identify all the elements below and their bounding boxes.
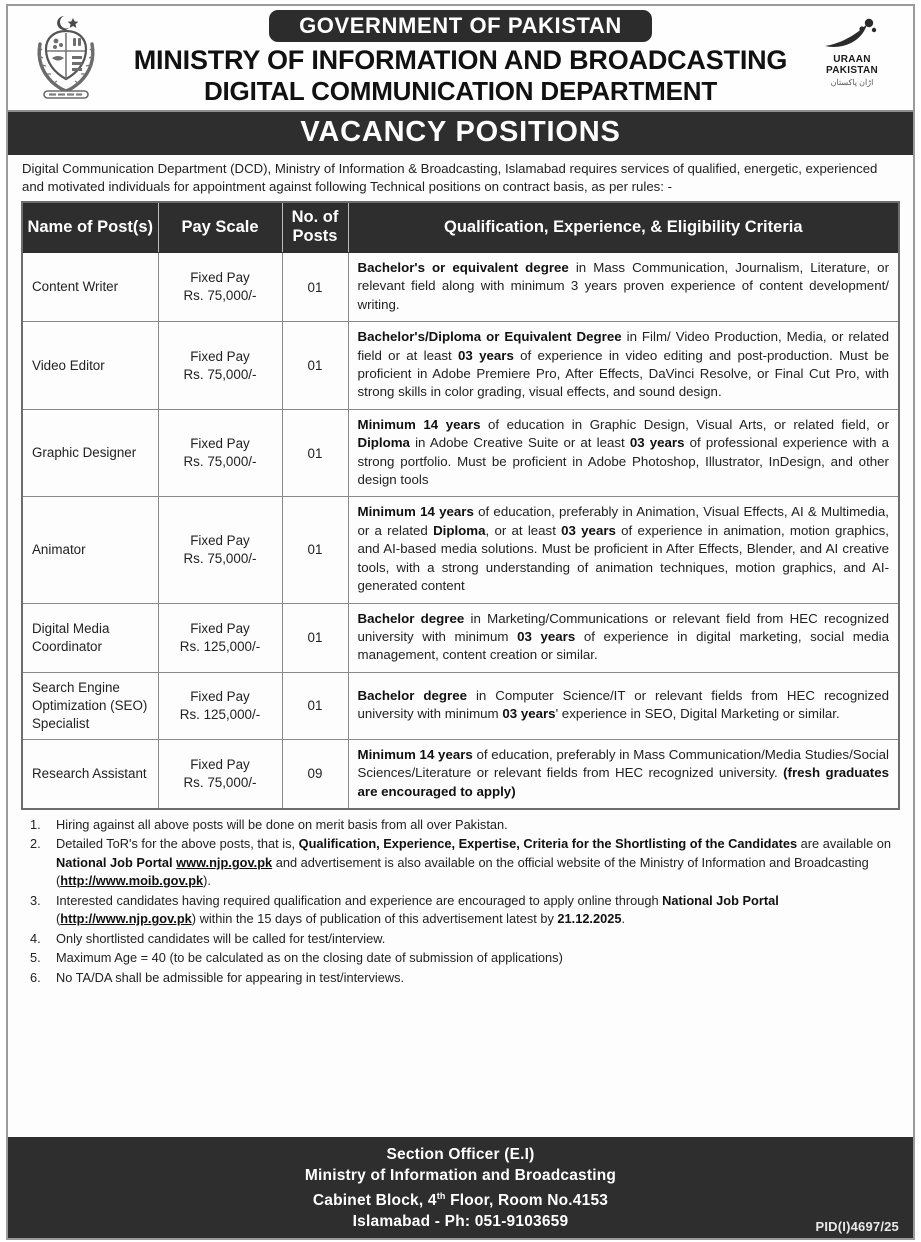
note-text: No TA/DA shall be admissible for appearing in test/interviews.	[56, 969, 405, 985]
criteria-lead-bold: Minimum 14 years	[357, 746, 473, 762]
criteria-lead-bold: Bachelor degree	[357, 687, 467, 703]
criteria-lead-bold: Bachelor degree	[357, 610, 465, 626]
cell-post-name: Content Writer	[22, 253, 158, 322]
cell-post-name: Video Editor	[22, 322, 158, 410]
footer-floor-ordinal: th	[436, 1190, 446, 1201]
pay-line-amount: Rs. 75,000/-	[183, 550, 257, 566]
cell-post-name: Search Engine Optimization (SEO) Specialist	[22, 672, 158, 739]
uraan-name	[809, 54, 895, 76]
footer-city-phone: Islamabad - Ph: 051-9103659	[352, 1213, 569, 1230]
note-link[interactable]: http://www.moib.gov.pk	[60, 873, 204, 889]
footer-contact-block	[8, 1137, 913, 1238]
criteria-emphasis: Diploma	[357, 435, 410, 451]
table-header-row	[22, 202, 899, 253]
footer-ministry: Ministry of Information and Broadcasting	[304, 1166, 617, 1184]
note-number: 2.	[30, 836, 41, 852]
pay-line-fixed: Fixed Pay	[190, 348, 250, 364]
header-cell-pay: Pay Scale	[158, 202, 282, 253]
pay-line-fixed: Fixed Pay	[190, 756, 250, 772]
cell-post-name: Animator	[22, 497, 158, 603]
criteria-emphasis: 03 years	[629, 435, 685, 451]
uraan-bird-icon	[809, 18, 895, 52]
criteria-emphasis: 03 years	[561, 522, 616, 538]
cell-number-of-posts: 01	[282, 672, 348, 739]
note-link[interactable]: www.njp.gov.pk	[176, 854, 273, 870]
cell-criteria: Bachelor's/Diploma or Equivalent Degree in Film/ Video Production, Media, or related field or at least 03 years of experience in video editing and post-production. Must be proficient in Adobe Premiere Pro, After Effects, DaVinci Resolve, or Final Cut Pro, with strong skills in color grading, visual effects, and sound design.	[348, 322, 899, 410]
cell-criteria: Bachelor's or equivalent degree in Mass Communication, Journalism, Literature, or relevant field along with minimum 3 years proven experience of content development/ writing.	[348, 253, 899, 322]
header-cell-posts: No. of Posts	[282, 202, 348, 253]
pid-number: PID(I)4697/25	[815, 1219, 899, 1234]
cell-post-name: Digital Media Coordinator	[22, 603, 158, 672]
note-item	[22, 969, 899, 988]
cell-criteria: Bachelor degree in Marketing/Communications or relevant field from HEC recognized university with minimum 03 years of experience in digital marketing, social media management, content creation or similar.	[348, 603, 899, 672]
uraan-name-line2: PAKISTAN	[825, 65, 879, 76]
vacancy-table-body	[22, 253, 899, 809]
header-titles	[116, 6, 806, 106]
cell-pay-scale	[158, 409, 282, 497]
criteria-emphasis: 03 years	[517, 628, 576, 644]
cell-post-name: Graphic Designer	[22, 409, 158, 497]
header-cell-criteria: Qualification, Experience, & Eligibility Criteria	[348, 202, 899, 253]
note-emphasis: National Job Portal	[56, 854, 173, 870]
advertisement-frame	[6, 4, 915, 1240]
pay-line-amount: Rs. 75,000/-	[183, 366, 257, 382]
pakistan-state-emblem-icon	[30, 14, 102, 102]
cell-pay-scale	[158, 497, 282, 603]
note-item	[22, 835, 899, 891]
criteria-emphasis: 03 years	[458, 347, 514, 363]
vacancy-table	[21, 201, 900, 810]
table-row	[22, 603, 899, 672]
pay-line-amount: Rs. 125,000/-	[179, 706, 261, 722]
note-emphasis: Qualification, Experience, Expertise, Criteria for the Shortlisting of the Candidates	[298, 836, 798, 852]
criteria-lead-bold: Bachelor's or equivalent degree	[357, 260, 569, 275]
cell-pay-scale	[158, 322, 282, 410]
uraan-name-line1: URAAN	[833, 54, 871, 65]
note-number: 1.	[30, 816, 41, 832]
note-link[interactable]: http://www.njp.gov.pk	[60, 911, 192, 927]
note-number: 5.	[30, 950, 41, 966]
note-item	[22, 816, 899, 835]
table-row	[22, 672, 899, 739]
department-title: DIGITAL COMMUNICATION DEPARTMENT	[203, 76, 718, 106]
note-text: Detailed ToR's for the above posts, that is, Qualification, Experience, Expertise, Criteria for the Shortlisting of the Candidates are available on National Job Portal www.njp.gov.pk and advertisement is also available on the official website of the Ministry of Information and Broadcasting (http://www.moib.gov.pk).	[56, 836, 892, 889]
cell-criteria: Minimum 14 years of education, preferably in Mass Communication/Media Studies/Social Sciences/Literature or relevant fields from HEC recognized university. (fresh graduates are encouraged to apply)	[348, 739, 899, 809]
pay-line-amount: Rs. 125,000/-	[179, 638, 261, 654]
criteria-emphasis: Diploma	[433, 522, 486, 538]
table-row	[22, 322, 899, 410]
note-text: Maximum Age = 40 (to be calculated as on the closing date of submission of applications)	[56, 950, 563, 966]
intro-paragraph: Digital Communication Department (DCD), Ministry of Information & Broadcasting, Islamabad requires services of qualified, energetic, experienced and motivated individuals for appointment against following Technical positions on contract basis, as per rules: -	[22, 161, 878, 194]
pay-line-fixed: Fixed Pay	[190, 620, 250, 636]
cell-criteria: Bachelor degree in Computer Science/IT or relevant fields from HEC recognized university with minimum 03 years' experience in SEO, Digital Marketing or similar.	[348, 672, 899, 739]
cell-number-of-posts: 01	[282, 409, 348, 497]
pay-line-fixed: Fixed Pay	[190, 688, 250, 704]
government-banner: GOVERNMENT OF PAKISTAN	[269, 10, 652, 42]
footer-address-pre: Cabinet Block, 4	[312, 1192, 437, 1209]
cell-number-of-posts: 01	[282, 603, 348, 672]
pay-line-amount: Rs. 75,000/-	[183, 774, 257, 790]
table-row	[22, 253, 899, 322]
cell-criteria: Minimum 14 years of education in Graphic Design, Visual Arts, or related field, or Diploma in Adobe Creative Suite or at least 03 years of professional experience with a strong portfolio. Must be proficient in Adobe Photoshop, Illustrator, InDesign, and other design tools	[348, 409, 899, 497]
note-text: Hiring against all above posts will be done on merit basis from all over Pakistan.	[56, 816, 508, 832]
cell-number-of-posts: 09	[282, 739, 348, 809]
cell-pay-scale	[158, 672, 282, 739]
pay-line-fixed: Fixed Pay	[190, 532, 250, 548]
note-text: Interested candidates having required qualification and experience are encouraged to apply online through National Job Portal (http://www.njp.gov.pk) within the 15 days of publication of this advertisement latest by 21.12.2025.	[56, 892, 779, 927]
header-cell-post: Name of Post(s)	[22, 202, 158, 253]
criteria-emphasis: (fresh graduates are encouraged to apply)	[357, 765, 889, 799]
cell-post-name: Research Assistant	[22, 739, 158, 809]
footer-address	[8, 1186, 913, 1211]
footer-address-post: Floor, Room No.4153	[445, 1192, 609, 1209]
note-number: 6.	[30, 969, 41, 985]
criteria-lead-bold: Minimum 14 years	[357, 504, 474, 520]
note-item	[22, 892, 899, 929]
note-number: 3.	[30, 892, 41, 908]
note-emphasis: 21.12.2025	[557, 911, 622, 927]
note-emphasis: National Job Portal	[662, 892, 779, 908]
vacancy-positions-banner: VACANCY POSITIONS	[8, 112, 913, 155]
cell-pay-scale	[158, 739, 282, 809]
pay-line-amount: Rs. 75,000/-	[183, 288, 257, 304]
criteria-emphasis: 03 years	[502, 706, 556, 722]
pay-line-fixed: Fixed Pay	[190, 270, 250, 286]
pay-line-fixed: Fixed Pay	[190, 436, 250, 452]
header	[8, 6, 913, 112]
criteria-lead-bold: Bachelor's/Diploma or Equivalent Degree	[357, 329, 622, 345]
ministry-title: MINISTRY OF INFORMATION AND BROADCASTING	[133, 45, 788, 75]
criteria-lead-bold: Minimum 14 years	[357, 416, 481, 432]
pay-line-amount: Rs. 75,000/-	[183, 454, 257, 470]
uraan-urdu-text: اڑان پاکستان	[830, 78, 874, 87]
uraan-pakistan-logo	[809, 18, 895, 87]
cell-number-of-posts: 01	[282, 322, 348, 410]
table-row	[22, 409, 899, 497]
notes-list	[8, 810, 913, 991]
cell-pay-scale	[158, 253, 282, 322]
note-item	[22, 930, 899, 949]
note-number: 4.	[30, 930, 41, 946]
table-row	[22, 739, 899, 809]
cell-number-of-posts: 01	[282, 253, 348, 322]
cell-number-of-posts: 01	[282, 497, 348, 603]
table-row	[22, 497, 899, 603]
cell-pay-scale	[158, 603, 282, 672]
cell-criteria: Minimum 14 years of education, preferably in Animation, Visual Effects, AI & Multimedia, or a related Diploma, or at least 03 years of experience in animation, motion graphics, and AI-based media solutions. Must be proficient in After Effects, Blender, and AI creative tools, with a strong understanding of animation techniques, motion graphics, and AI-generated content	[348, 497, 899, 603]
note-item	[22, 949, 899, 968]
footer-section-officer: Section Officer (E.I)	[386, 1145, 535, 1163]
note-text: Only shortlisted candidates will be called for test/interview.	[56, 930, 386, 946]
